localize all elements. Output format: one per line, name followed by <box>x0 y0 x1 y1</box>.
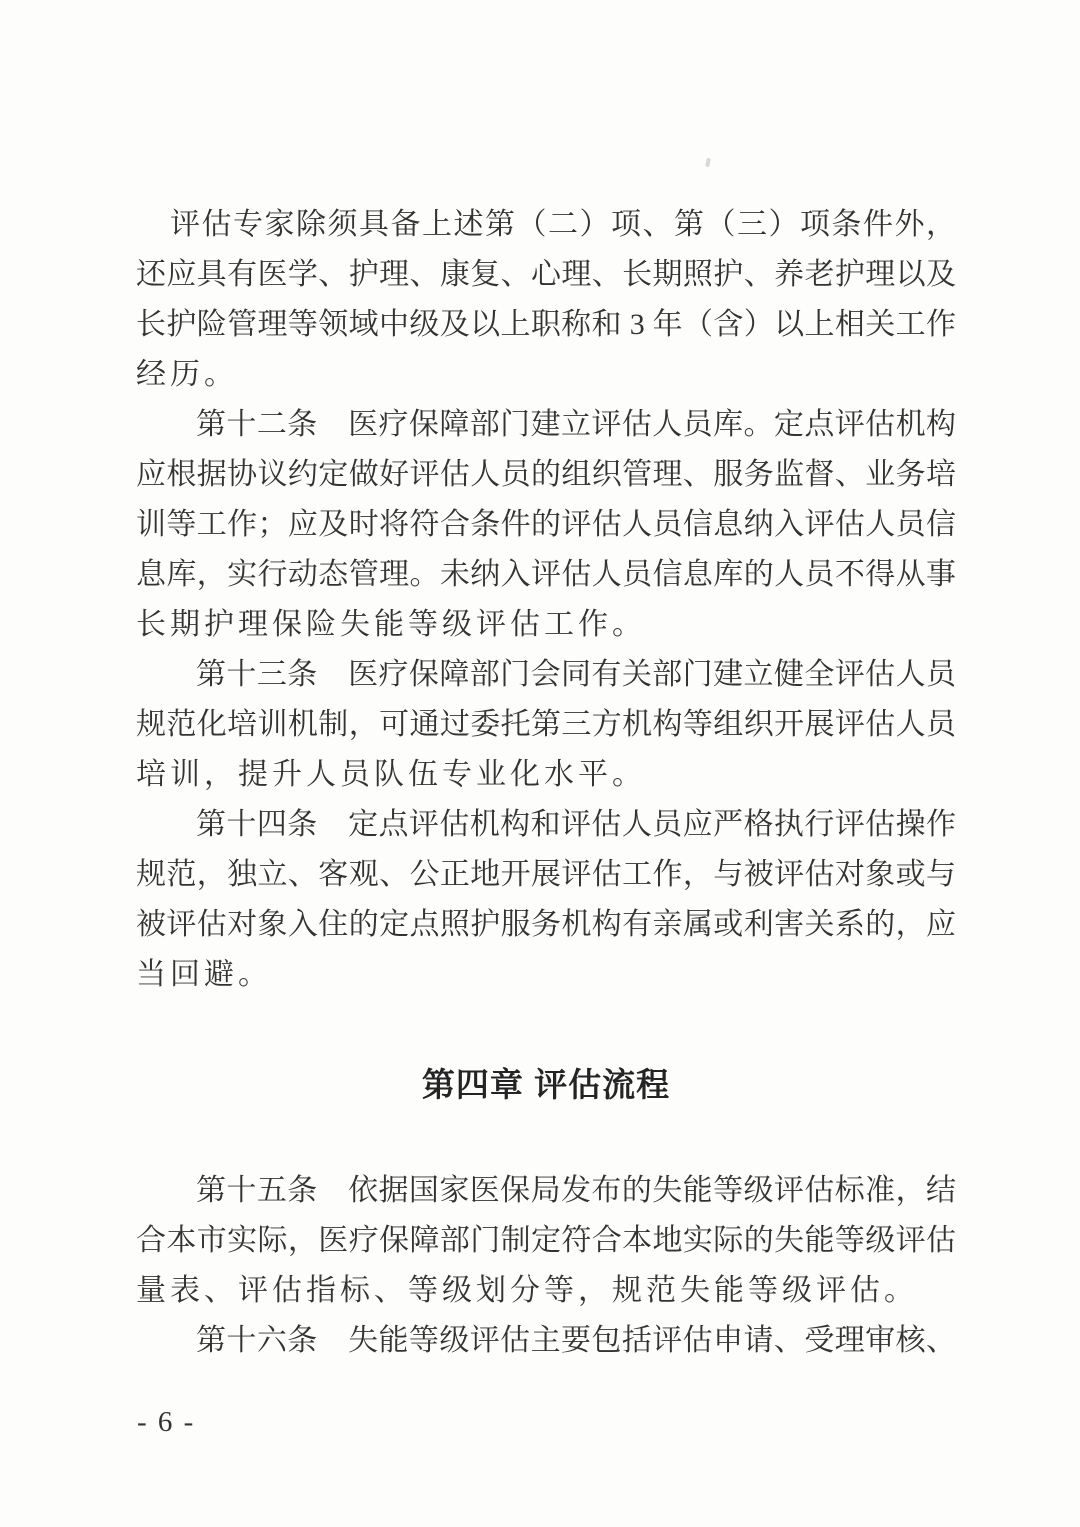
chapter-heading: 第四章 评估流程 <box>421 1066 671 1103</box>
text-line: 还应具有医学、护理、康复、心理、长期照护、养老护理以及 <box>136 258 956 291</box>
paragraph-article-12 <box>136 400 956 650</box>
text-line: 规范化培训机制，可通过委托第三方机构等组织开展评估人员 <box>136 708 956 741</box>
paragraph-article-14 <box>136 800 956 1000</box>
text-line: 量表、评估指标、等级划分等，规范失能等级评估。 <box>136 1274 918 1307</box>
paragraph-expert-requirements <box>136 200 956 400</box>
text-line: 息库，实行动态管理。未纳入评估人员信息库的人员不得从事 <box>136 558 956 591</box>
text-line: 规范，独立、客观、公正地开展评估工作，与被评估对象或与 <box>136 858 956 891</box>
scan-artifact-speck <box>705 158 711 168</box>
text-line: 经历。 <box>136 358 238 391</box>
text-line: 长期护理保险失能等级评估工作。 <box>136 608 646 641</box>
text-line: 当回避。 <box>136 958 272 991</box>
text-line: 应根据协议约定做好评估人员的组织管理、服务监督、业务培 <box>136 458 956 491</box>
text-line: 被评估对象入住的定点照护服务机构有亲属或利害关系的，应 <box>136 908 956 941</box>
text-line: 第十四条 定点评估机构和评估人员应严格执行评估操作 <box>196 808 956 841</box>
text-line: 第十六条 失能等级评估主要包括评估申请、受理审核、 <box>196 1324 956 1357</box>
text-line: 长护险管理等领域中级及以上职称和 3 年（含）以上相关工作 <box>136 308 956 341</box>
paragraph-article-15 <box>136 1166 956 1316</box>
text-line: 第十三条 医疗保障部门会同有关部门建立健全评估人员 <box>196 658 956 691</box>
document-body <box>136 200 956 1366</box>
text-line: 第十五条 依据国家医保局发布的失能等级评估标准，结 <box>196 1174 956 1207</box>
text-line: 合本市实际，医疗保障部门制定符合本地实际的失能等级评估 <box>136 1224 956 1257</box>
paragraph-article-13 <box>136 650 956 800</box>
page-number: - 6 - <box>137 1406 196 1438</box>
paragraph-article-16 <box>136 1316 956 1366</box>
text-line: 培训，提升人员队伍专业化水平。 <box>136 758 646 791</box>
text-line: 第十二条 医疗保障部门建立评估人员库。定点评估机构 <box>196 408 956 441</box>
text-line: 训等工作；应及时将符合条件的评估人员信息纳入评估人员信 <box>136 508 956 541</box>
text-line: 评估专家除须具备上述第（二）项、第（三）项条件外， <box>170 208 956 241</box>
